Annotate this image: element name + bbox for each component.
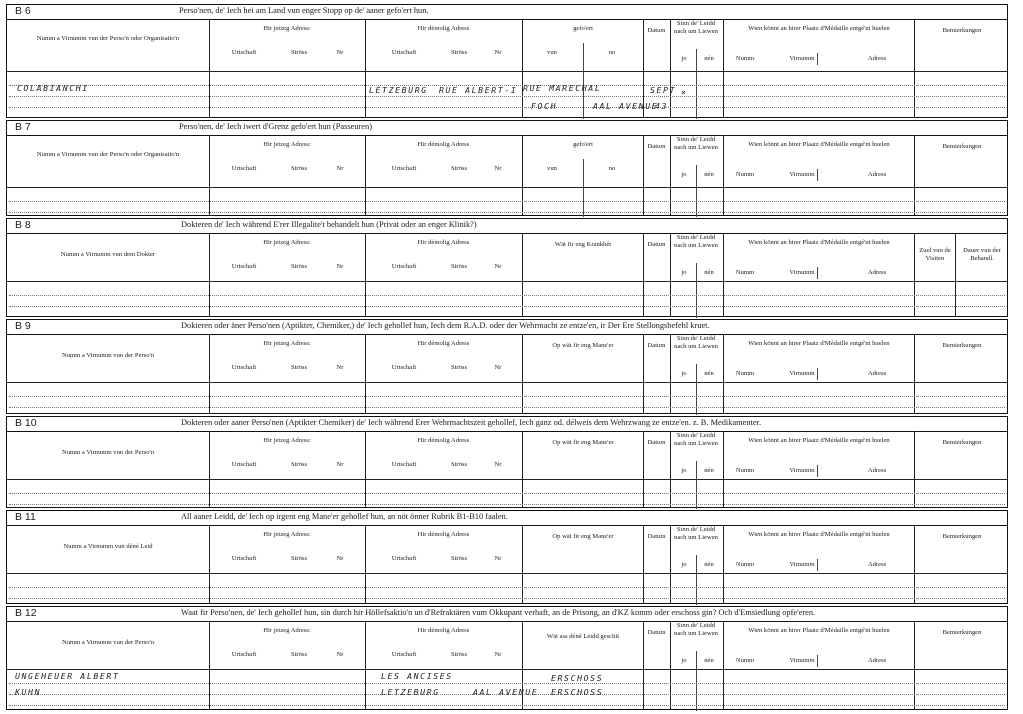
column-divider (723, 621, 724, 709)
subheader-nr: Nr (336, 555, 344, 562)
subheader-street: Ströss (290, 461, 308, 468)
column-header-alive: Sinn de' Leidd nach um Liewen (674, 526, 718, 541)
subheader-nr: Nr (336, 651, 344, 658)
column-divider (365, 135, 366, 215)
subheader-medal-name: Numm (735, 55, 755, 62)
column-header-date: Datum (647, 629, 666, 636)
entry-date: 43 (655, 101, 669, 111)
column-header-manner: Op wät fir eng Mane'er (552, 342, 614, 349)
column-divider (365, 19, 366, 117)
sub-divider (696, 461, 697, 509)
header-divider (7, 71, 1007, 72)
column-header-alive: Sinn de' Leidd nach um Liewen (674, 432, 718, 447)
column-header-led: gefo'ert (573, 141, 593, 148)
form-section-b9 (6, 319, 1008, 414)
subheader-medal-address: Adress (867, 269, 887, 276)
column-divider (365, 621, 366, 709)
form-section-b6 (6, 4, 1008, 118)
header-divider (7, 382, 1007, 383)
sub-divider (817, 559, 818, 571)
column-header-current-address: Hir jetzeg Adress: (263, 239, 311, 246)
section-title: Perso'nen, de' Iech iwert d'Grenz gefo'ert hun (Passeuren) (179, 122, 373, 131)
subheader-from: vun (547, 49, 557, 56)
subheader-yes: jo (681, 171, 687, 178)
subheader-nr: Nr (336, 263, 344, 270)
form-section-b11 (6, 510, 1008, 604)
column-divider (365, 233, 366, 316)
column-header-name: Numm a Virnumm vun dem Dokter (60, 251, 156, 258)
column-header-name: Numm a Virnumm vun déné Leid (63, 543, 153, 550)
subheader-place: Urtschaft (391, 555, 417, 562)
sub-divider (817, 267, 818, 279)
subheader-medal-first: Virnumm (789, 657, 815, 664)
entry-line (9, 504, 1005, 505)
entry-name: COLABIANCHI (17, 83, 89, 93)
subheader-street: Ströss (290, 364, 308, 371)
section-title: All aaner Leidd, de' Iech op irgent eng Mane'er gehollef hun, an nöt önner Rubrik B1-B10 faalen. (181, 512, 508, 521)
entry-led-from: RUE MARECHAL (523, 83, 602, 93)
sub-divider (696, 165, 697, 217)
subheader-no: nén (704, 370, 714, 377)
sub-divider (583, 159, 584, 217)
subheader-medal-address: Adress (867, 171, 887, 178)
column-header-manner: Op wät fir eng Mane'er (552, 439, 614, 446)
subheader-medal-name: Numm (735, 171, 755, 178)
subheader-nr: Nr (494, 461, 502, 468)
column-divider (723, 431, 724, 507)
subheader-place: Urtschaft (391, 364, 417, 371)
section-code: B 8 (15, 219, 31, 231)
column-divider (522, 233, 523, 316)
subheader-place: Urtschaft (391, 263, 417, 270)
subheader-place: Urtschaft (391, 49, 417, 56)
column-divider (209, 525, 210, 603)
subheader-medal-address: Adress (867, 370, 887, 377)
header-divider (7, 573, 1007, 574)
section-title-bar (7, 219, 1007, 234)
column-header-remarks: Bemierkungen (942, 629, 982, 636)
entry-line (9, 683, 1005, 684)
column-header-medal: Wien könnt an hirer Plaatz d'Médaille entgé'nt huelen (748, 627, 890, 634)
column-divider (209, 19, 210, 117)
entry-alive-mark: × (681, 87, 688, 97)
entry-line (9, 212, 1005, 213)
subheader-place: Urtschaft (231, 555, 257, 562)
column-header-remarks: Bemierkungen (942, 342, 982, 349)
subheader-medal-name: Numm (735, 467, 755, 474)
subheader-nr: Nr (494, 651, 502, 658)
section-code: B 10 (15, 417, 37, 429)
subheader-street: Ströss (450, 461, 468, 468)
column-divider (209, 334, 210, 413)
subheader-place: Urtschaft (391, 461, 417, 468)
column-header-former-address: Hir démolig Adress (417, 141, 470, 148)
section-title: Dokteren oder aaner Perso'nen (Aptikter Chemiker) de' Iech während Erer Wehrmachtszeit gehollef, Iech ganz od. délweis dem Wehrzwang ze entze'en. z. B. Medikamenter. (181, 418, 762, 427)
subheader-place: Urtschaft (391, 165, 417, 172)
column-header-name: Numm a Virnumm vun der Perso'n oder Organisatio'n (36, 151, 180, 158)
column-header-remarks: Bemierkungen (942, 533, 982, 540)
section-title-bar (7, 417, 1007, 432)
entry-line (9, 107, 1005, 108)
subheader-medal-first: Virnumm (789, 171, 815, 178)
column-divider (723, 135, 724, 215)
sub-divider (817, 53, 818, 65)
column-header-illness: Wät fir eng Krankhét (554, 241, 612, 248)
entry-line (9, 201, 1005, 202)
subheader-yes: jo (681, 561, 687, 568)
sub-divider (817, 465, 818, 477)
entry-former-street: RUE ALBERT-I (439, 85, 518, 95)
entry-led-to: AAL AVENUE (593, 101, 659, 111)
section-title: Waat fir Perso'nen, de' Iech gehollef hun, sin durch hir Höllefsaktio'n un d'Refraktären vum Okkupant verhaft, an de Prisong, an d'KZ komm oder erschoss gin? Och d'Emsiedlung opfe'eren. (181, 608, 816, 617)
subheader-place: Urtschaft (231, 461, 257, 468)
section-code: B 9 (15, 320, 31, 332)
subheader-medal-first: Virnumm (789, 269, 815, 276)
column-header-former-address: Hir démolig Adress (417, 25, 470, 32)
entry-led-from: FOCH (531, 101, 558, 111)
subheader-medal-name: Numm (735, 657, 755, 664)
subheader-yes: jo (681, 657, 687, 664)
column-header-former-address: Hir démolig Adress (417, 239, 470, 246)
subheader-medal-address: Adress (867, 561, 887, 568)
column-divider (522, 334, 523, 413)
column-header-fate: Wät ass déné Leidd geschit (546, 633, 620, 640)
subheader-medal-address: Adress (867, 657, 887, 664)
column-divider (209, 233, 210, 316)
subheader-street: Ströss (290, 263, 308, 270)
column-header-name: Numm a Virnumm vun der Perso'n oder Organisatio'n (36, 35, 180, 42)
subheader-to: no (608, 49, 616, 56)
column-divider (209, 621, 210, 709)
column-header-current-address: Hir jetzeg Adress: (263, 25, 311, 32)
subheader-nr: Nr (336, 364, 344, 371)
entry-name: KUHN (15, 687, 42, 697)
subheader-medal-address: Adress (867, 467, 887, 474)
column-divider (914, 135, 915, 215)
sub-divider (817, 655, 818, 667)
column-header-former-address: Hir démolig Adress (417, 437, 470, 444)
column-divider (522, 19, 523, 117)
column-divider (914, 334, 915, 413)
column-header-name: Numm a Virnumm vun der Perso'n (61, 352, 155, 359)
sub-divider (817, 169, 818, 181)
section-code: B 6 (15, 5, 31, 17)
column-header-date: Datum (647, 27, 666, 34)
subheader-street: Ströss (450, 263, 468, 270)
subheader-nr: Nr (494, 49, 502, 56)
column-divider (914, 431, 915, 507)
subheader-street: Ströss (450, 364, 468, 371)
column-header-date: Datum (647, 342, 666, 349)
subheader-place: Urtschaft (231, 651, 257, 658)
subheader-medal-name: Numm (735, 561, 755, 568)
section-code: B 7 (15, 121, 31, 133)
column-divider (522, 525, 523, 603)
subheader-place: Urtschaft (231, 165, 257, 172)
subheader-nr: Nr (494, 263, 502, 270)
section-title-bar (7, 5, 1007, 20)
column-divider (209, 135, 210, 215)
column-divider (365, 334, 366, 413)
subheader-medal-name: Numm (735, 269, 755, 276)
column-header-led: gefo'ert (573, 25, 593, 32)
subheader-street: Ströss (290, 651, 308, 658)
column-divider (914, 621, 915, 709)
subheader-place: Urtschaft (391, 651, 417, 658)
subheader-nr: Nr (336, 49, 344, 56)
entry-former-street: AAL AVENUE (473, 687, 539, 697)
subheader-yes: jo (681, 370, 687, 377)
column-divider (723, 19, 724, 117)
column-divider (522, 431, 523, 507)
subheader-nr: Nr (494, 364, 502, 371)
entry-former-address: LES ANCISES (381, 671, 453, 681)
column-divider (723, 334, 724, 413)
entry-fate: ERSCHOSS (551, 687, 604, 697)
column-divider (209, 431, 210, 507)
section-title-bar (7, 121, 1007, 136)
subheader-street: Ströss (450, 165, 468, 172)
subheader-street: Ströss (290, 49, 308, 56)
subheader-no: nén (704, 171, 714, 178)
column-divider (723, 233, 724, 316)
subheader-street: Ströss (290, 555, 308, 562)
column-header-current-address: Hir jetzeg Adress: (263, 437, 311, 444)
column-divider (522, 135, 523, 215)
entry-line (9, 407, 1005, 408)
entry-date: SEPT (650, 85, 677, 95)
header-divider (7, 479, 1007, 480)
section-title-bar (7, 511, 1007, 526)
header-divider (7, 669, 1007, 670)
subheader-medal-address: Adress (867, 55, 887, 62)
column-header-alive: Sinn de' Leidd nach um Liewen (674, 136, 718, 151)
subheader-medal-first: Virnumm (789, 370, 815, 377)
subheader-nr: Nr (336, 461, 344, 468)
entry-line (9, 306, 1005, 307)
column-header-current-address: Hir jetzeg Adress: (263, 141, 311, 148)
subheader-no: nén (704, 55, 714, 62)
column-divider (914, 19, 915, 117)
subheader-medal-first: Virnumm (789, 467, 815, 474)
entry-line (9, 493, 1005, 494)
column-header-medal: Wien könnt an hirer Plaatz d'Médaille entgé'nt huelen (748, 25, 890, 32)
sub-divider (696, 651, 697, 711)
column-header-date: Datum (647, 241, 666, 248)
subheader-nr: Nr (494, 555, 502, 562)
sub-divider (696, 263, 697, 318)
subheader-yes: jo (681, 269, 687, 276)
column-divider (955, 233, 956, 316)
entry-line (9, 598, 1005, 599)
subheader-medal-first: Virnumm (789, 561, 815, 568)
column-header-alive: Sinn de' Leidd nach um Liewen (674, 622, 718, 637)
column-header-alive: Sinn de' Leidd nach um Liewen (674, 20, 718, 35)
column-header-former-address: Hir démolig Adress (417, 340, 470, 347)
subheader-street: Ströss (450, 555, 468, 562)
subheader-street: Ströss (290, 165, 308, 172)
column-header-remarks: Bemierkungen (942, 27, 982, 34)
subheader-from: vun (547, 165, 557, 172)
column-divider (365, 431, 366, 507)
entry-line (9, 295, 1005, 296)
header-divider (7, 281, 1007, 282)
form-section-b12 (6, 606, 1008, 710)
subheader-no: nén (704, 467, 714, 474)
column-header-manner: Op wät fir eng Mane'er (552, 533, 614, 540)
column-divider (914, 233, 915, 316)
subheader-no: nén (704, 657, 714, 664)
column-header-date: Datum (647, 439, 666, 446)
section-title: Dokteren de' Iech während E'rer Illegalite't behandelt hun (Privat oder an enger Klinik?) (181, 220, 477, 229)
column-header-former-address: Hir démolig Adress (417, 627, 470, 634)
subheader-place: Urtschaft (231, 49, 257, 56)
column-header-duration: Dauer vun der Behandl. (963, 247, 1001, 262)
entry-fate: ERSCHOSS (551, 673, 604, 683)
column-header-remarks: Bemierkungen (942, 439, 982, 446)
column-header-remarks: Bemierkungen (942, 143, 982, 150)
section-title: Dokteren oder äner Perso'nen (Aptikter, Chemiker,) de' Iech gehollef hun, Iech dem R.A.D. oder der Wehrmacht ze entze'en, ir Der Ere Stellongsbefehl kruet. (181, 321, 710, 330)
column-header-date: Datum (647, 143, 666, 150)
column-header-medal: Wien könnt an hirer Plaatz d'Médaille entgé'nt huelen (748, 239, 890, 246)
subheader-medal-first: Virnumm (789, 55, 815, 62)
form-section-b8 (6, 218, 1008, 317)
column-header-visits: Zuel vun de Visiten (919, 247, 951, 262)
column-header-medal: Wien könnt an hirer Plaatz d'Médaille entgé'nt huelen (748, 437, 890, 444)
column-header-name: Numm a Virnumm vun der Perso'n (61, 639, 155, 646)
section-code: B 11 (15, 511, 36, 523)
section-title-bar (7, 320, 1007, 335)
subheader-nr: Nr (494, 165, 502, 172)
column-header-date: Datum (647, 533, 666, 540)
entry-line (9, 705, 1005, 706)
subheader-to: no (608, 165, 616, 172)
column-header-current-address: Hir jetzeg Adress: (263, 340, 311, 347)
entry-line (9, 587, 1005, 588)
column-header-current-address: Hir jetzeg Adress: (263, 531, 311, 538)
entry-former-place: LETZEBURG (381, 687, 440, 697)
column-header-current-address: Hir jetzeg Adress: (263, 627, 311, 634)
column-header-alive: Sinn de' Leidd nach um Liewen (674, 234, 718, 249)
header-divider (7, 187, 1007, 188)
subheader-place: Urtschaft (231, 263, 257, 270)
column-divider (365, 525, 366, 603)
column-header-alive: Sinn de' Leidd nach um Liewen (674, 335, 718, 350)
sub-divider (817, 368, 818, 380)
form-section-b10 (6, 416, 1008, 508)
subheader-street: Ströss (450, 49, 468, 56)
subheader-street: Ströss (450, 651, 468, 658)
subheader-no: nén (704, 269, 714, 276)
subheader-yes: jo (681, 467, 687, 474)
column-header-name: Numm a Virnumm vun der Perso'n (61, 449, 155, 456)
entry-name: UNGEHEUER ALBERT (15, 671, 120, 681)
form-section-b7 (6, 120, 1008, 216)
section-title-bar (7, 607, 1007, 622)
entry-line (9, 96, 1005, 97)
sub-divider (696, 49, 697, 119)
section-code: B 12 (15, 607, 37, 619)
column-header-former-address: Hir démolig Adress (417, 531, 470, 538)
column-divider (723, 525, 724, 603)
entry-line (9, 396, 1005, 397)
subheader-place: Urtschaft (231, 364, 257, 371)
subheader-no: nén (704, 561, 714, 568)
column-header-medal: Wien könnt an hirer Plaatz d'Médaille entgé'nt huelen (748, 531, 890, 538)
subheader-medal-name: Numm (735, 370, 755, 377)
entry-former-place: LETZEBURG (369, 85, 428, 95)
column-divider (914, 525, 915, 603)
subheader-nr: Nr (336, 165, 344, 172)
column-header-medal: Wien könnt an hirer Plaatz d'Médaille entgé'nt huelen (748, 141, 890, 148)
subheader-yes: jo (681, 55, 687, 62)
section-title: Perso'nen, de' Iech hei am Land vun enger Stopp op de' aaner gefo'ert hun. (179, 6, 429, 15)
column-header-medal: Wien könnt an hirer Plaatz d'Médaille entgé'nt huelen (748, 340, 890, 347)
